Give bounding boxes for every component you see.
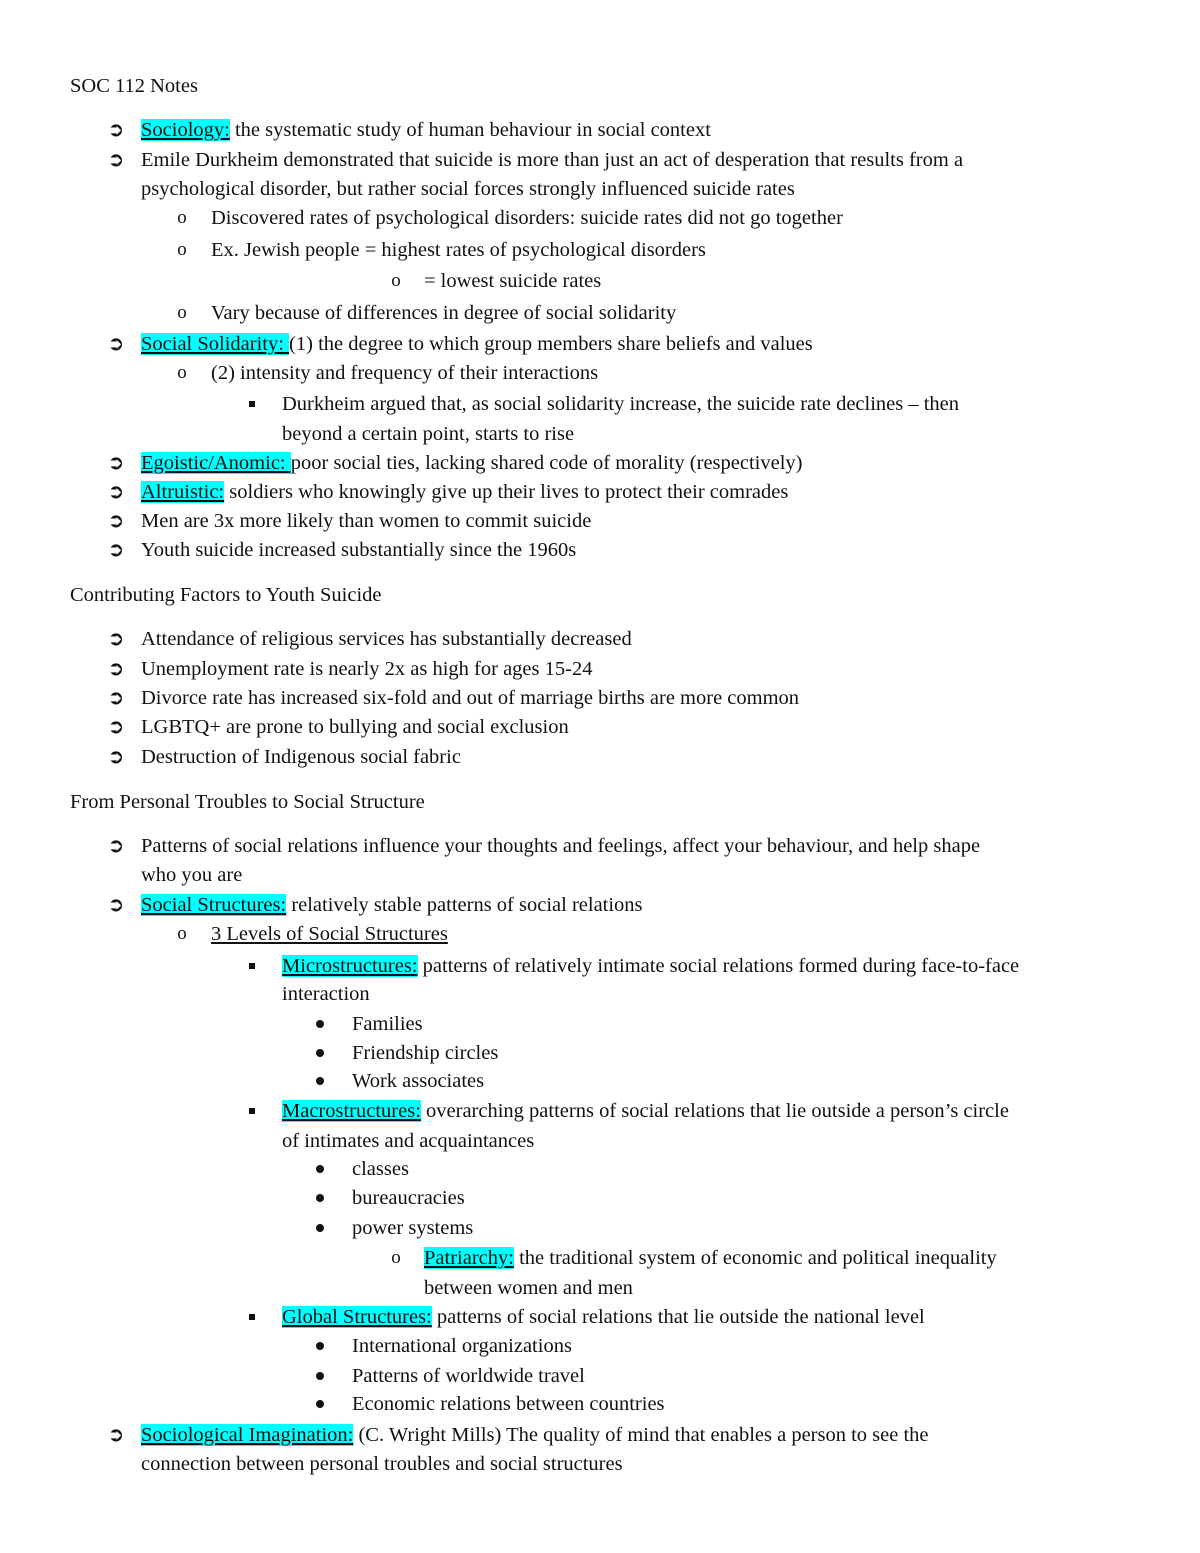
dot-bullet-icon (316, 1165, 324, 1173)
list-item (141, 893, 643, 917)
definition-text: the traditional system of economic and political inequality (513, 1247, 997, 1269)
dot-bullet-icon (316, 1342, 324, 1350)
circle-bullet-icon: o (177, 362, 187, 383)
arrow-bullet-icon: ➲ (107, 1422, 125, 1446)
level-4-item: Patterns of worldwide travel (352, 1365, 585, 1387)
dot-bullet-icon (316, 1049, 324, 1057)
term-global-structures: Global Structures: (282, 1306, 432, 1328)
arrow-bullet-icon: ➲ (107, 450, 125, 474)
dot-bullet-icon (316, 1077, 324, 1085)
square-bullet-icon (249, 401, 255, 407)
section-heading: Contributing Factors to Youth Suicide (70, 584, 382, 606)
term-social-structures: Social Structures: (141, 894, 287, 916)
definition-text: relatively stable patterns of social relations (286, 894, 643, 916)
level-4-item: Families (352, 1013, 423, 1035)
list-item (141, 118, 711, 142)
sub-sub-list-item (282, 1099, 1009, 1123)
circle-bullet-icon: o (391, 1247, 401, 1268)
sub-sub-list-item: Durkheim argued that, as social solidarity increase, the suicide rate declines – then (282, 393, 960, 415)
sub-sub-list-item (282, 1305, 925, 1329)
arrow-bullet-icon: ➲ (107, 626, 125, 650)
term-social-solidarity: Social Solidarity: (141, 333, 290, 355)
page-title: SOC 112 Notes (70, 75, 198, 97)
arrow-bullet-icon: ➲ (107, 479, 125, 503)
arrow-bullet-icon: ➲ (107, 117, 125, 141)
definition-text: soldiers who knowingly give up their lives to protect their comrades (224, 481, 789, 503)
list-item (141, 332, 813, 356)
list-item-continuation: beyond a certain point, starts to rise (282, 423, 575, 445)
arrow-bullet-icon: ➲ (107, 656, 125, 680)
arrow-bullet-icon: ➲ (107, 744, 125, 768)
dot-bullet-icon (316, 1400, 324, 1408)
circle-bullet-icon: o (391, 270, 401, 291)
definition-text: overarching patterns of social relations that lie outside a person’s circle (420, 1100, 1009, 1122)
list-item (141, 451, 803, 475)
definition-text: the systematic study of human behaviour in social context (229, 119, 711, 141)
dot-bullet-icon (316, 1224, 324, 1232)
dot-bullet-icon (316, 1020, 324, 1028)
arrow-bullet-icon: ➲ (107, 331, 125, 355)
definition-text: (C. Wright Mills) The quality of mind that enables a person to see the (353, 1424, 929, 1446)
circle-bullet-icon: o (177, 207, 187, 228)
list-item: Unemployment rate is nearly 2x as high for ages 15-24 (141, 658, 593, 680)
term-sociological-imagination: Sociological Imagination: (141, 1424, 354, 1446)
level-4-item: Work associates (352, 1070, 485, 1092)
list-item: LGBTQ+ are prone to bullying and social exclusion (141, 716, 569, 738)
list-item: Destruction of Indigenous social fabric (141, 746, 461, 768)
list-item-continuation: interaction (282, 983, 370, 1005)
definition-text: patterns of social relations that lie outside the national level (431, 1306, 925, 1328)
list-item-continuation: of intimates and acquaintances (282, 1130, 535, 1152)
square-bullet-icon (249, 963, 255, 969)
sub-list-item: Vary because of differences in degree of social solidarity (211, 302, 677, 324)
arrow-bullet-icon: ➲ (107, 147, 125, 171)
level-4-item: classes (352, 1158, 409, 1180)
term-egoistic-anomic: Egoistic/Anomic: (141, 452, 291, 474)
arrow-bullet-icon: ➲ (107, 833, 125, 857)
level-4-item: International organizations (352, 1335, 572, 1357)
list-item: Patterns of social relations influence your thoughts and feelings, affect your behaviour, and help shape (141, 835, 981, 857)
sub-list-item: 3 Levels of Social Structures (211, 923, 448, 945)
definition-text: patterns of relatively intimate social relations formed during face-to-face (417, 955, 1020, 977)
list-item: Youth suicide increased substantially since the 1960s (141, 539, 577, 561)
sub-sub-list-item (282, 954, 1019, 978)
level-4-item: Economic relations between countries (352, 1393, 665, 1415)
definition-text: poor social ties, lacking shared code of morality (respectively) (290, 452, 803, 474)
term-patriarchy: Patriarchy: (424, 1247, 514, 1269)
sub-list-item: Ex. Jewish people = highest rates of psychological disorders (211, 239, 706, 261)
arrow-bullet-icon: ➲ (107, 714, 125, 738)
list-item (141, 1423, 929, 1447)
term-macrostructures: Macrostructures: (282, 1100, 421, 1122)
term-altruistic: Altruistic: (141, 481, 225, 503)
list-item-continuation: connection between personal troubles and social structures (141, 1453, 623, 1475)
square-bullet-icon (249, 1314, 255, 1320)
definition-text: (1) the degree to which group members share beliefs and values (289, 333, 813, 355)
list-item: Attendance of religious services has substantially decreased (141, 628, 632, 650)
level-5-item (424, 1246, 997, 1270)
list-item (141, 480, 788, 504)
term-sociology: Sociology: (141, 119, 230, 141)
circle-bullet-icon: o (177, 239, 187, 260)
square-bullet-icon (249, 1108, 255, 1114)
level-4-item: bureaucracies (352, 1187, 465, 1209)
list-item: Men are 3x more likely than women to commit suicide (141, 510, 592, 532)
dot-bullet-icon (316, 1372, 324, 1380)
circle-bullet-icon: o (177, 302, 187, 323)
sub-list-item: (2) intensity and frequency of their interactions (211, 362, 599, 384)
list-item: Divorce rate has increased six-fold and out of marriage births are more common (141, 687, 800, 709)
term-microstructures: Microstructures: (282, 955, 418, 977)
section-heading: From Personal Troubles to Social Structure (70, 791, 425, 813)
arrow-bullet-icon: ➲ (107, 892, 125, 916)
arrow-bullet-icon: ➲ (107, 508, 125, 532)
arrow-bullet-icon: ➲ (107, 537, 125, 561)
sub-sub-list-item: = lowest suicide rates (424, 270, 602, 292)
list-item-continuation: who you are (141, 864, 243, 886)
level-4-item: power systems (352, 1217, 474, 1239)
arrow-bullet-icon: ➲ (107, 685, 125, 709)
list-item-continuation: psychological disorder, but rather social forces strongly influenced suicide rates (141, 178, 795, 200)
level-4-item: Friendship circles (352, 1042, 499, 1064)
list-item: Emile Durkheim demonstrated that suicide is more than just an act of desperation that results from a (141, 149, 964, 171)
list-item-continuation: between women and men (424, 1277, 633, 1299)
sub-list-item: Discovered rates of psychological disorders: suicide rates did not go together (211, 207, 843, 229)
circle-bullet-icon: o (177, 923, 187, 944)
dot-bullet-icon (316, 1194, 324, 1202)
